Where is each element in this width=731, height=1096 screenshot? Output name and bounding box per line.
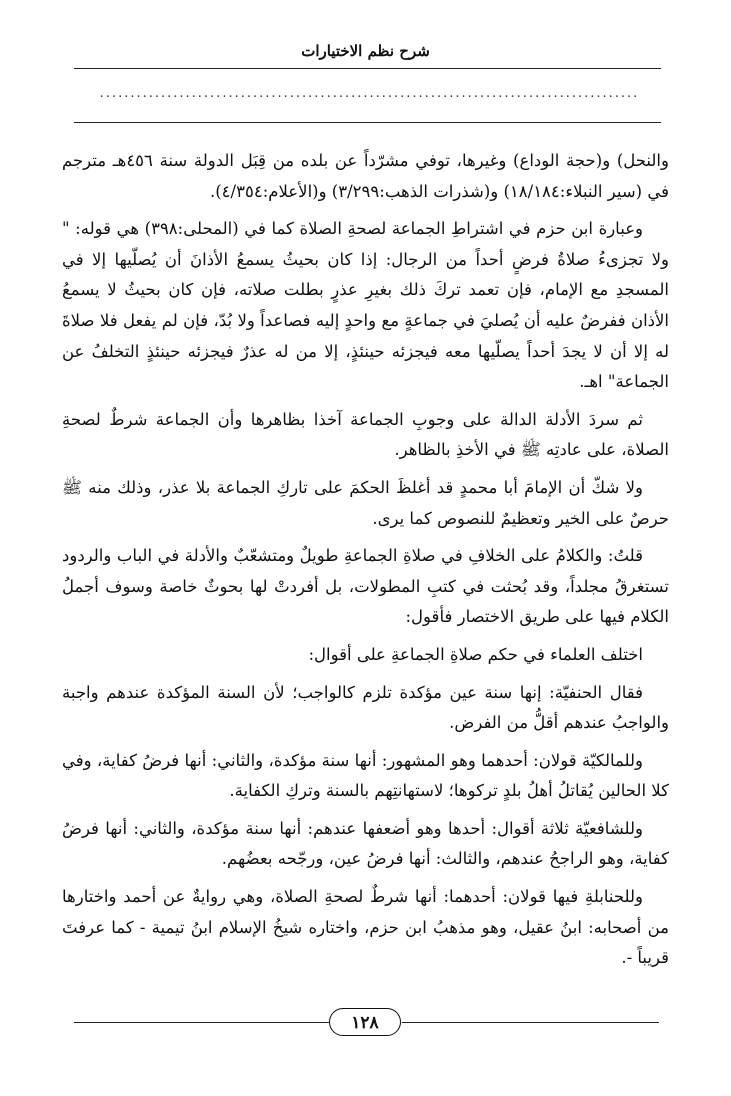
paragraph: ثم سردَ الأدلة الدالة على وجوبِ الجماعة آخذا بظاهرها وأن الجماعة شرطٌ لصحةِ الصلاة، على عادتِه ﷺ في الأخذِ بالظاهر. [62,409,669,460]
page-body [62,146,669,981]
footnote-continuation: والنحل) و(حجة الوداع) وغيرها، توفي مشرّداً عن بلده من قِبَل الدولة سنة ٤٥٦هـ مترجم في (سير النبلاء:١٨/١٨٤) و(شذرات الذهب:٣/٢٩٩) و(الأعلام:٤/٣٥٤). [62,151,669,201]
page-number: ١٢٨ [329,1008,401,1036]
section-rule [74,122,661,123]
paragraph: وللحنابلةِ فيها قولان: أحدهما: أنها شرطٌ لصحةِ الصلاة، وهي روايةٌ عن أحمد واختارها من أصحابه: ابنُ عقيل، وهو مذهبُ ابن حزم، واختاره شيخُ الإسلام ابنُ تيمية - كما عرفتَ قريباً -. [62,887,669,968]
paragraph: وللشافعيّة ثلاثة أقوال: أحدها وهو أضعفها عندهم: أنها سنة مؤكدة، والثاني: أنها فرضُ كفاية، وهو الراجحُ عندهم، والثالث: أنها فرضُ عين، ورجّحه بعضُهم. [62,818,669,869]
paragraph: قلتُ: والكلامُ على الخلافِ في صلاةِ الجماعةِ طويلٌ ومتشعّبٌ والأدلة في الباب والردود تستغرقُ مجلداً، وقد بُحثت في كتبِ المطولات، بل أفردتْ لها بحوثٌ خاصة وسوف أجملُ الكلام فيها على طريق الاختصار فأقول: [62,546,669,627]
paragraph: اختلف العلماء في حكم صلاةِ الجماعةِ على أقوال: [308,644,643,664]
paragraph: فقال الحنفيّة: إنها سنة عين مؤكدة تلزم كالواجب؛ لأن السنة المؤكدة عندهم واجبة والواجبُ عندهم أقلُّ من الفرض. [62,682,669,733]
header-rule [74,68,661,69]
paragraph: وعبارة ابن حزم في اشتراطِ الجماعة لصحةِ الصلاة كما في (المحلى:٣٩٨) هي قوله: " ولا تجزىءُ صلاةُ فرضٍ أحداً من الرجال: إذا كان بحيثُ يسمعُ الأذانَ أن يُصلّيها إلا في المسجدِ مع الإمام، فإن تعمد تركَ ذلك بغيرِ عذرٍ بطلت صلاته، فإن كان بحيثُ لا يسمعُ الأذان ففرضٌ عليه أن يُصليَ في جماعةٍ مع واحدٍ إليه فصاعداً ولا بُدّ، فإن لم يفعل فلا صلاةَ له إلا أن لا يجدَ أحداً يصلّيها معه فيجزئه حينئذٍ، إلا من له عذرٌ فيجزئه حينئذٍ التخلفُ عن الجماعة" اهـ. [62,219,669,392]
dotted-separator: ........................................................................................ [99,86,640,101]
paragraph: وللمالكيّة قولان: أحدهما وهو المشهور: أنها سنة مؤكدة، والثاني: أنها فرضُ كفاية، وفي كلا الحالين يُقاتلُ أهلُ بلدٍ تركوها؛ لاستهانتِهم بالسنة وتركِ الكفاية. [62,750,669,801]
footer-rule-left [74,1022,329,1023]
footer-rule-right [402,1022,659,1023]
page-header-title: شرح نظم الاختيارات [301,42,430,60]
paragraph: ولا شكّ أن الإمامَ أبا محمدٍ قد أغلظَ الحكمَ على تاركِ الجماعة بلا عذر، وذلك منه ﷺ حرصٌ على الخير وتعظيمٌ للنصوص كما يرى. [62,477,669,528]
